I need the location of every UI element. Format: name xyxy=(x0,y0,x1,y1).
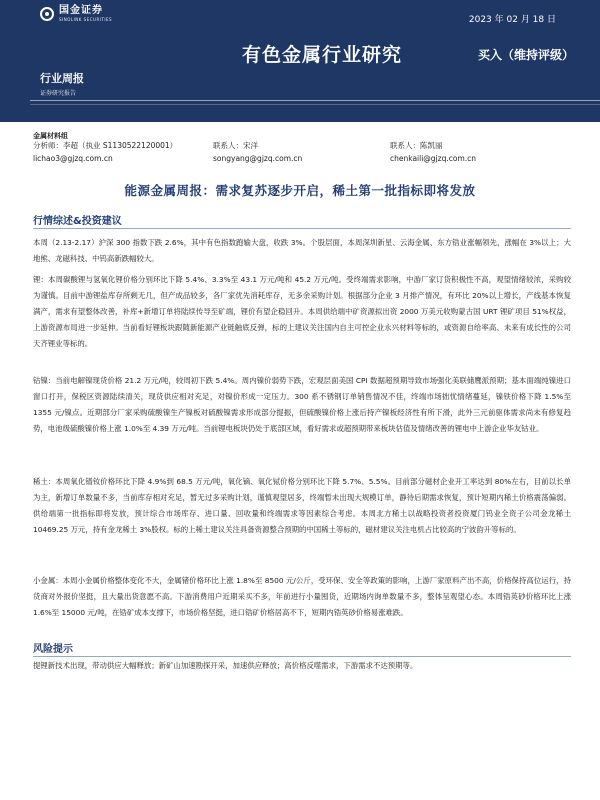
section-title-summary: 行情综述&投资建议 xyxy=(33,216,122,227)
company-logo xyxy=(40,6,112,22)
report-date: 2023 年 02 月 18 日 xyxy=(468,15,556,25)
team-name: 金属材料组 xyxy=(33,132,68,140)
paragraph-rare-earth: 稀土：本周氧化镨钕价格环比下降 4.9%到 68.5 万元/吨，氧化镝、氧化铽价格分别环比下降 5.7%、5.5%。目前部分磁材企业开工率达到 80%左右，目前以长单为主，新增订单数量不多，当前库存相对充足，暂无过多采购计划，谨慎观望居多，终端暂未出现大规模订单，静待后期需求恢复，预计短期内稀土价格震荡偏弱。供给端第一批指标即将发放，预计综合市场库存、进口量、回收量和终端需求等因素综合考虑。本周北方稀土以战略投资者投资厦门钨业全资子公司金龙稀土 10469.25 万元，持有金龙稀土 3%股权。标的上稀土建议关注具备资源整合预期的中国稀土等标的，磁材建议关注电机占比较高的宁波韵升等标的。 xyxy=(33,477,571,534)
analyst-contact-1 xyxy=(213,142,302,162)
paragraph-lithium: 锂：本周碳酸锂与氢氧化锂价格分别环比下降 5.4%、3.3%至 43.1 万元/吨和 45.2 万元/吨。受终端需求影响，中游厂家订货积极性不高，观望情绪较浓，采购较为谨慎。目前中游锂盐库存所剩无几，但产成品较多，各厂家优先消耗库存，无多余采购计划。根据部分企业 3 月排产情况，有环比 20%以上增长，产线基本恢复满产，需求有望整体改善，补库+新增订单将陆续传导至矿端，锂价有望企稳回升。本周供给端中矿资源拟出资 2000 万美元收购蒙古国 URT 锂矿项目 51%权益，上游资源布局进一步延伸。当前看好锂板块跟随新能源产业链触底反弹，标的上建议关注国内自主可控企业永兴材料等标的，或资源自给率高、未来有成长性的公司天齐锂业等标的。 xyxy=(33,275,571,348)
section-divider xyxy=(33,228,571,229)
header-divider-secondary xyxy=(30,104,600,105)
analyst-email[interactable]: songyang@gjzq.com.cn xyxy=(213,153,303,163)
report-headline: 能源金属周报：需求复苏逐步开启，稀土第一批指标即将发放 xyxy=(124,183,476,198)
analyst-label: 分析师：李超（执业 S1130522120001） xyxy=(33,141,178,150)
logo-name-en: SINOLINK SECURITIES xyxy=(59,17,113,22)
analyst-email[interactable]: chenkaili@gjzq.com.cn xyxy=(390,153,477,163)
report-subtype: 证券研究报告 xyxy=(40,90,77,97)
analyst-contact-2 xyxy=(390,142,476,162)
logo-name-cn: 国金证券 xyxy=(59,5,103,16)
paragraph-market: 本周（2.13-2.17）沪深 300 指数下跌 2.6%，其中有色指数跑输大盘，收跌 3%。个股层面，本周深圳新星、云海金属、东方锆业涨幅领先，涨幅在 3%以上；大地熊、龙磁科技、中钨高新跌幅较大。 xyxy=(33,238,571,263)
report-type: 行业周报 xyxy=(40,72,84,85)
logo-icon xyxy=(40,7,54,21)
header-divider xyxy=(30,100,600,101)
logo-text xyxy=(59,6,112,22)
report-title: 有色金属行业研究 xyxy=(242,44,403,66)
header-band xyxy=(0,0,600,122)
section-divider xyxy=(33,656,571,657)
analyst-label: 联系人：陈凯丽 xyxy=(390,141,443,150)
paragraph-nickel-cobalt: 钴镍：当前电解镍现货价格 21.2 万元/吨，较周初下跌 5.4%。周内镍价弱势下跌，宏观层面美国 CPI 数据超预期导致市场强化美联储鹰派预期；基本面端纯镍进口窗口打开，保税区资源陆续清关，现货供应相对充足，对镍价形成一定压力。300 系不锈钢订单销售情况不佳，终端市场拙忧情绪蔓延，镍铁价格下降 1.5%至 1355 元/镍点。近期部分厂家采购硫酸镍生产镍板对硫酸镍需求形成部分提振，但硫酸镍价格上涨后持产镍板经济性有所下滑，此外三元前驱体需求尚未有修复趋势，电池级硫酸镍价格上涨 1.0%至 4.39 万元/吨。当前锂电板块仍处于底部区域，看好需求或超预期带来板块估值及情绪改善的锂电中上游企业华友钴业。 xyxy=(33,376,571,433)
paragraph-risk: 提锂新技术出现，带动供应大幅释放；新矿山加速勘探开采，加速供应释放；高价格反噬需求，下游需求不达预期等。 xyxy=(33,661,418,670)
analyst-email[interactable]: lichao3@gjzq.com.cn xyxy=(33,153,113,163)
section-title-risk: 风险提示 xyxy=(33,644,73,655)
analyst-label: 联系人：宋洋 xyxy=(213,141,258,150)
analyst-lead xyxy=(33,142,177,162)
rating-badge: 买入（维持评级） xyxy=(478,48,575,62)
paragraph-minor-metals: 小金属：本周小金属价格整体变化不大，金属锗价格环比上涨 1.8%至 8500 元/公斤，受环保、安全等政策的影响，上游厂家原料产出不高，价格保持高位运行，持货商对外报价坚挺，且大量出货意愿不高。下游消费用户近期采买不多，年前进行小量囤货，近期场内询单数量不多，整体呈观望心态。本周锆英砂价格环比上涨 1.6%至 15000 元/吨，在锆矿成本支撑下，市场价格坚挺，进口锆矿价格居高不下，短期内锆英砂价格易涨难跌。 xyxy=(33,576,571,617)
